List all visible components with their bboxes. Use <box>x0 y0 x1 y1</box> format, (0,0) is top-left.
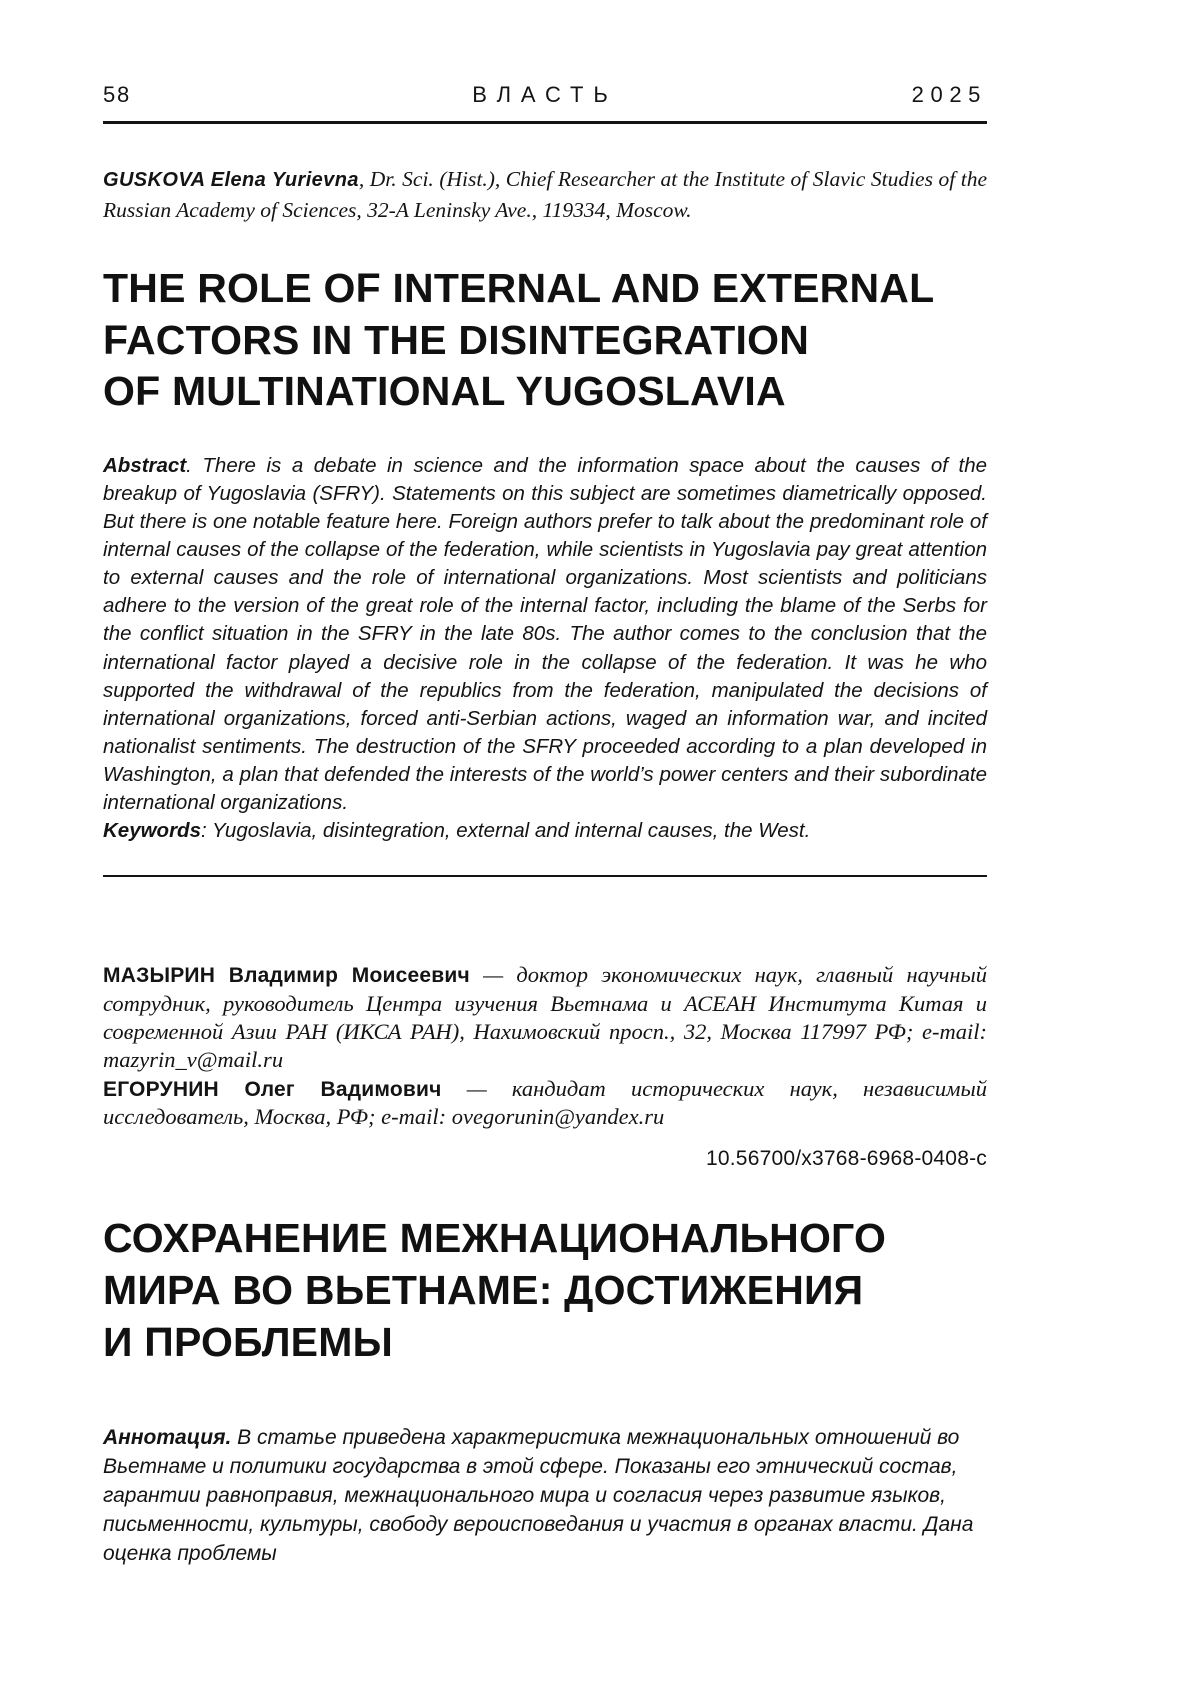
authors-block-ru <box>103 961 987 1131</box>
abstract-body-en: . There is a debate in science and the information space about the causes of the breakup of Yugoslavia (SFRY). Statements on this subject are sometimes diametrically opposed. But there is one notable feature here. Foreign authors prefer to talk about the predominant role of internal causes of the collapse of the federation, while scientists in Yugoslavia pay great attention to external causes and the role of international organizations. Most scientists and politicians adhere to the version of the great role of the internal factor, including the blame of the Serbs for the conflict situation in the SFRY in the late 80s. The author comes to the conclusion that the international factor played a decisive role in the collapse of the federation. It was he who supported the withdrawal of the republics from the federation, manipulated the decisions of international organizations, forced anti-Serbian actions, waged an information war, and incited nationalist sentiments. The destruction of the SFRY proceeded according to a plan developed in Washington, a plan that defended the interests of the world’s power centers and their subordinate international organizations. <box>103 454 987 814</box>
author-name-en: GUSKOVA Elena Yurievna <box>103 169 359 191</box>
keywords-en <box>103 817 987 845</box>
keywords-body-en: : Yugoslavia, disintegration, external and internal causes, the West. <box>200 819 811 843</box>
author-details-ru-1: — доктор экономических наук, главный научный сотрудник, руководитель Центра изучения Вьетнама и АСЕАН Института Китая и современной Азии РАН (ИКСА РАН), Нахимовский просп., 32, Москва 117997 РФ; e-mail: mazyrin_v@mail.ru <box>103 962 987 1073</box>
doi: 10.56700/x3768-6968-0408-c <box>705 1147 987 1171</box>
page-header <box>103 82 987 124</box>
author-details-ru-2: — кандидат исторических наук, независимый исследователь, Москва, РФ; e-mail: ovegorunin@yandex.ru <box>103 1075 987 1130</box>
abstract-label-ru: Аннотация. <box>103 1426 232 1450</box>
abstract-label-en: Abstract <box>103 454 187 477</box>
page-number: 58 <box>103 82 131 107</box>
author-line-ru-2 <box>103 1075 987 1132</box>
abstract-en <box>103 452 987 817</box>
journal-title: ВЛАСТЬ <box>472 82 618 107</box>
author-line-en <box>103 164 987 225</box>
header-year: 2025 <box>911 82 987 107</box>
abstract-body-ru: В статье приведена характеристика межнациональных отношений во Вьетнаме и политики государства в этой сфере. Показаны его этнический состав, гарантии равноправия, межнационального мира и согласия через развитие языков, письменности, культуры, свободу вероисповедания и участия в органах власти. Дана оценка проблемы <box>103 1426 974 1566</box>
author-name-ru-2: ЕГОРУНИН Олег Вадимович <box>103 1077 442 1101</box>
article-title-ru: СОХРАНЕНИЕ МЕЖНАЦИОНАЛЬНОГО МИРА ВО ВЬЕТНАМЕ: ДОСТИЖЕНИЯ И ПРОБЛЕМЫ <box>103 1215 887 1365</box>
author-line-ru-1 <box>103 961 987 1074</box>
author-details-en: , Dr. Sci. (Hist.), Chief Researcher at the Institute of Slavic Studies of the Russian Academy of Sciences, 32-A Leninsky Ave., 119334, Moscow. <box>103 167 987 222</box>
section-divider <box>103 875 987 877</box>
abstract-ru <box>103 1424 987 1569</box>
keywords-label-en: Keywords <box>103 819 201 843</box>
author-name-ru-1: МАЗЫРИН Владимир Моисеевич <box>103 964 470 988</box>
journal-page <box>103 0 987 1569</box>
article-title-en: THE ROLE OF INTERNAL AND EXTERNAL FACTORS IN THE DISINTEGRATION OF MULTINATIONAL YUGOSLAVIA <box>103 265 935 415</box>
